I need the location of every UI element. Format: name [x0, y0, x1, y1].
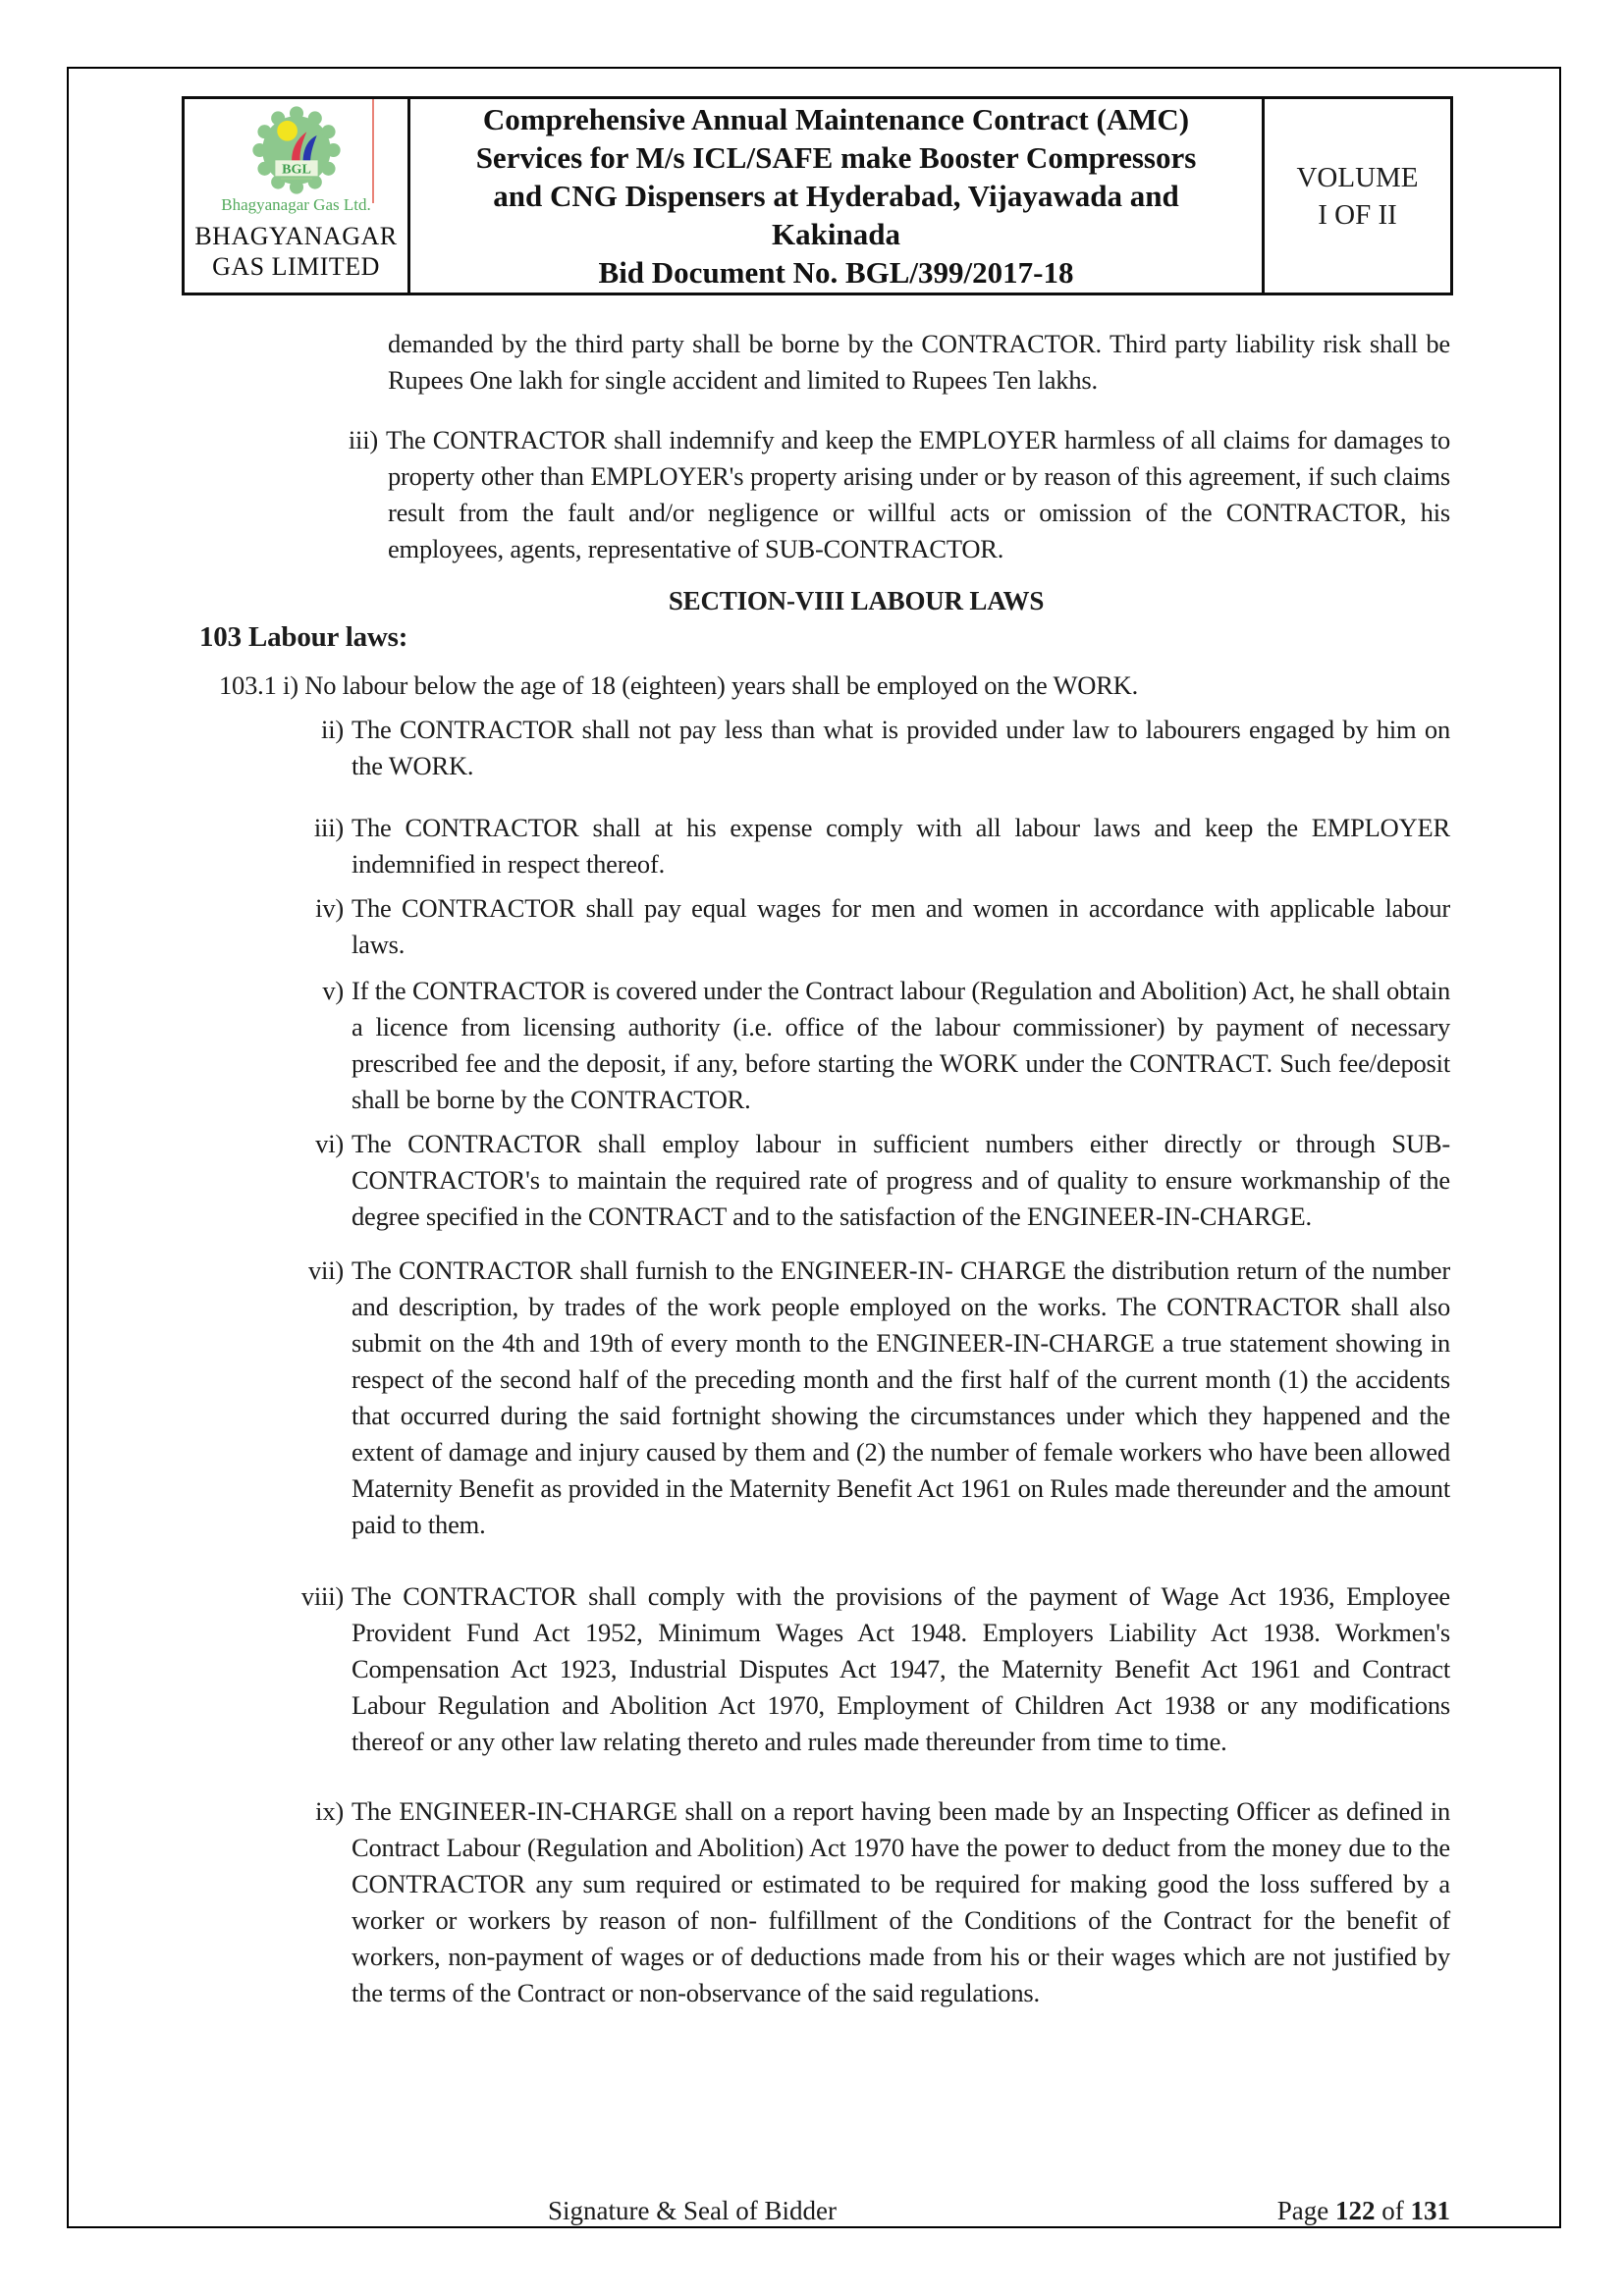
list-item-text: The CONTRACTOR shall pay equal wages for men and women in accordance with applicable labour laws.: [352, 893, 1450, 959]
list-item-vii: [199, 1253, 1450, 1543]
list-item-text: The ENGINEER-IN-CHARGE shall on a report having been made by an Inspecting Officer as defined in Contract Labour (Regulation and Abolition) Act 1970 have the power to deduct from the money due to the CONTRACTOR any sum required or estimated to be required for making good the loss suffered by a worker or workers by reason of non- fulfillment of the Conditions of the Contract for the benefit of workers, non-payment of wages or of deductions made from his or their wages which are not justified by the terms of the Contract or non-observance of the said regulations.: [352, 1796, 1450, 2007]
title-line-3: and CNG Dispensers at Hyderabad, Vijayawada and: [493, 179, 1179, 213]
list-item-label: iii): [348, 425, 378, 454]
list-item-text: If the CONTRACTOR is covered under the Contract labour (Regulation and Abolition) Act, he shall obtain a licence from licensing authority (i.e. office of the labour commissioner) by payment of necessary prescribed fee and the deposit, if any, before starting the WORK under the CONTRACT. Such fee/deposit shall be borne by the CONTRACTOR.: [352, 976, 1450, 1114]
list-item-ii: [199, 712, 1450, 784]
bgl-logo-icon: [249, 104, 344, 196]
list-item-v: [199, 973, 1450, 1118]
company-name: [185, 221, 407, 282]
company-name-line-2: GAS LIMITED: [212, 252, 380, 281]
list-item-iv: [199, 890, 1450, 963]
title-line-4: Kakinada: [772, 217, 900, 251]
signature-seal-label: Signature & Seal of Bidder: [548, 2196, 837, 2225]
list-item-label: vii): [308, 1255, 344, 1285]
list-item-text: The CONTRACTOR shall at his expense comply with all labour laws and keep the EMPLOYER indemnified in respect thereof.: [352, 813, 1450, 879]
page-total: 131: [1410, 2196, 1450, 2225]
page-current: 122: [1335, 2196, 1376, 2225]
title-line-2: Services for M/s ICL/SAFE make Booster Compressors: [475, 140, 1197, 175]
body-text: [199, 326, 1450, 2011]
list-item-indemnity-iii: [199, 422, 1450, 567]
volume-line-2: I OF II: [1318, 198, 1397, 231]
logo-scan-artifact: [372, 99, 374, 203]
list-item-label: v): [322, 976, 344, 1005]
bid-document-number: Bid Document No. BGL/399/2017-18: [598, 255, 1074, 290]
section-heading: SECTION-VIII LABOUR LAWS: [668, 586, 1045, 615]
list-item-text: The CONTRACTOR shall indemnify and keep the EMPLOYER harmless of all claims for damages to property other than EMPLOYER's property arising under or by reason of this agreement, if such claims result from the fault and/or negligence or willful acts or omission of the CONTRACTOR, his employees, agents, representative of SUB-CONTRACTOR.: [386, 425, 1450, 563]
list-item-ix: [199, 1793, 1450, 2011]
logo-cell: [185, 99, 410, 293]
list-item-text: The CONTRACTOR shall furnish to the ENGINEER-IN- CHARGE the distribution return of the number and description, by trades of the work people employed on the works. The CONTRACTOR shall also submit on the 4th and 19th of every month to the ENGINEER-IN-CHARGE a true statement showing in respect of the second half of the preceding month and the first half of the current month (1) the accidents that occurred during the said fortnight showing the circumstances under which they happened and the extent of damage and injury caused by them and (2) the number of female workers who have been allowed Maternity Benefit as provided in the Maternity Benefit Act 1961 on Rules made thereunder and the amount paid to them.: [352, 1255, 1450, 1539]
clause-heading: 103 Labour laws:: [199, 621, 408, 653]
list-item-vi: [199, 1126, 1450, 1235]
page-number: [1277, 2196, 1450, 2226]
logo-acronym: BGL: [281, 161, 311, 178]
list-item-label: viii): [300, 1581, 344, 1611]
continuation-paragraph: demanded by the third party shall be borne by the CONTRACTOR. Third party liability risk shall be Rupees One lakh for single accident and limited to Rupees Ten lakhs.: [388, 329, 1450, 395]
document-title: [410, 99, 1265, 293]
list-item-label: vi): [315, 1129, 344, 1158]
list-item-iii: [199, 810, 1450, 882]
volume-line-1: VOLUME: [1296, 161, 1419, 193]
page-prefix: Page: [1276, 2196, 1329, 2225]
sun-icon: [277, 121, 298, 141]
title-line-1: Comprehensive Annual Maintenance Contract (AMC): [482, 102, 1190, 136]
logo-ltd-caption: Bhagyanagar Gas Ltd.: [221, 195, 371, 214]
clause-103-1: 103.1 i) No labour below the age of 18 (eighteen) years shall be employed on the WORK.: [219, 670, 1139, 700]
list-item-label: iv): [315, 893, 344, 923]
header-table: [182, 96, 1453, 295]
list-item-viii: [199, 1578, 1450, 1760]
list-item-label: ii): [321, 715, 344, 744]
page-of: of: [1381, 2196, 1404, 2225]
list-item-label: iii): [313, 813, 344, 842]
list-item-text: The CONTRACTOR shall comply with the provisions of the payment of Wage Act 1936, Employee Provident Fund Act 1952, Minimum Wages Act 1948. Employers Liability Act 1938. Workmen's Compensation Act 1923, Industrial Disputes Act 1947, the Maternity Benefit Act 1961 and Contract Labour Regulation and Abolition Act 1970, Employment of Children Act 1938 or any modifications thereof or any other law relating thereto and rules made thereunder from time to time.: [352, 1581, 1450, 1756]
volume-label: [1265, 99, 1450, 293]
list-item-text: The CONTRACTOR shall employ labour in sufficient numbers either directly or through SUB- CONTRACTOR's to maintain the required rate of progress and of quality to ensure workmanship of the degree specified in the CONTRACT and to the satisfaction of the ENGINEER-IN-CHARGE.: [352, 1129, 1450, 1231]
page-footer: [199, 2196, 1450, 2229]
list-item-label: ix): [315, 1796, 344, 1826]
company-name-line-1: BHAGYANAGAR: [194, 222, 398, 250]
list-item-text: The CONTRACTOR shall not pay less than what is provided under law to labourers engaged by him on the WORK.: [352, 715, 1450, 780]
